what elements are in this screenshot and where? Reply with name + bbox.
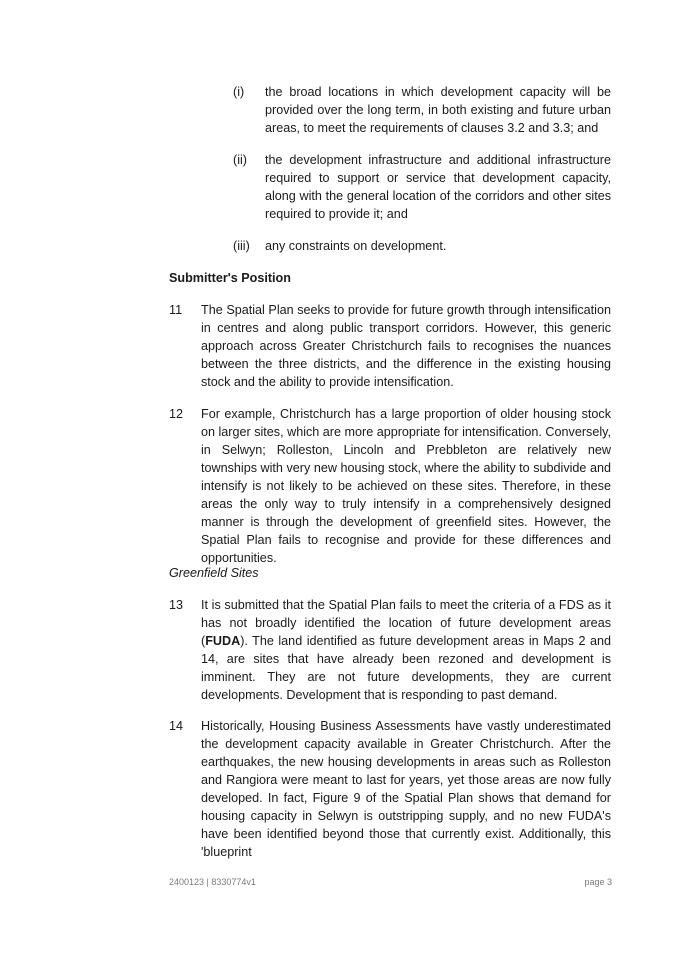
- paragraph-number: 12: [169, 407, 184, 421]
- sub-item-number: (ii): [233, 153, 247, 167]
- paragraph-text: The Spatial Plan seeks to provide for future growth through intensification in centres and along public transport corridors. However, this generic approach across Greater Christchurch fails to recognises the nuances between the three districts, and the difference in the existing housing stock and the ability to provide intensification.: [201, 303, 611, 389]
- sub-item-number: (iii): [233, 239, 250, 253]
- heading-greenfield-sites: Greenfield Sites: [169, 566, 259, 580]
- sub-item-text: the development infrastructure and additional infrastructure required to support or service that development capacity, along with the general location of the corridors and other sites required to provide it; and: [265, 153, 611, 221]
- footer-page-number: page 3: [584, 877, 612, 887]
- paragraph-number: 13: [169, 598, 184, 612]
- fuda-term: FUDA: [205, 634, 241, 648]
- paragraph-text: Historically, Housing Business Assessments have vastly underestimated the development capacity available in Greater Christchurch. After the earthquakes, the new housing developments in areas such as Rolleston and Rangiora were meant to last for years, yet those areas are now fully developed. In fact, Figure 9 of the Spatial Plan shows that demand for housing capacity in Selwyn is outstripping supply, and no new FUDA's have been identified beyond those that currently exist. Additionally, this 'blueprint: [201, 719, 611, 859]
- sub-item-text: any constraints on development.: [265, 239, 447, 253]
- sub-item-text: the broad locations in which development capacity will be provided over the long term, in both existing and future urban areas, to meet the requirements of clauses 3.2 and 3.3; and: [265, 85, 611, 135]
- paragraph-text: For example, Christchurch has a large proportion of older housing stock on larger sites, which are more appropriate for intensification. Conversely, in Selwyn; Rolleston, Lincoln and Prebbleton are relatively new townships with very new housing stock, where the ability to subdivide and intensify is not likely to be achieved on these sites. Therefore, in these areas the only way to truly intensify in a comprehensively designed manner is through the development of greenfield sites. However, the Spatial Plan fails to recognise and provide for these differences and opportunities.: [201, 407, 611, 565]
- paragraph-text-before: It is submitted that the Spatial Plan fails to meet the criteria of a FDS as it has not broadly identified the location of future development areas (: [201, 598, 611, 648]
- sub-item-number: (i): [233, 85, 245, 99]
- paragraph-text-after: ). The land identified as future development areas in Maps 2 and 14, are sites that have already been rezoned and development is imminent. They are not future developments, they are current developments. Development that is responding to past demand.: [201, 634, 611, 702]
- paragraph-number: 11: [169, 303, 183, 317]
- paragraph-number: 14: [169, 719, 184, 733]
- footer-document-id: 2400123 | 8330774v1: [169, 877, 256, 887]
- paragraph-text: [201, 596, 611, 704]
- heading-submitters-position: Submitter's Position: [169, 271, 291, 285]
